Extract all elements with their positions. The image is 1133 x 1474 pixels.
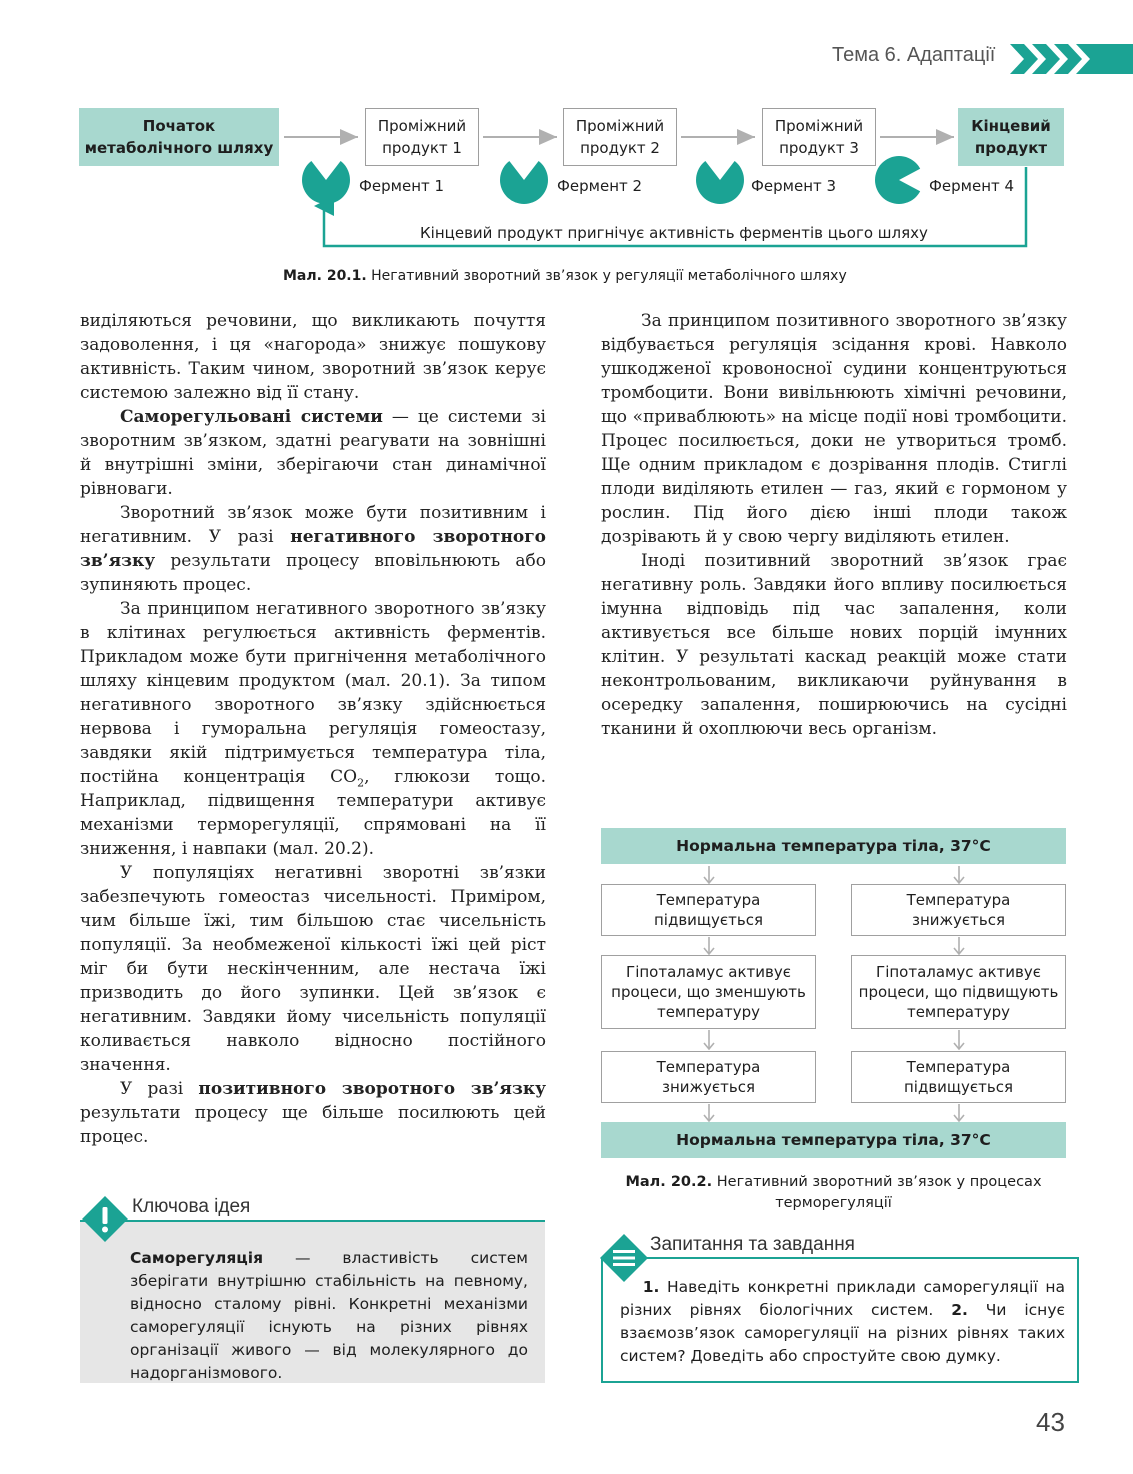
box-text: Температура знижується bbox=[656, 1058, 761, 1096]
key-idea-text bbox=[130, 1247, 528, 1385]
question-text: Чи існує взаємозв’язок саморегуляції на різних рівнях таких систем? Доведіть або спростуйте свою думку. bbox=[620, 1301, 1065, 1365]
intermediate-product-2 bbox=[563, 108, 677, 166]
term-negative-feedback: негативного зворотного зв’язку bbox=[80, 527, 546, 571]
enzyme-3-label: Фермент 3 bbox=[751, 177, 837, 195]
paragraph-text: результати процесу вповільнюють або зупиняють процес. bbox=[80, 551, 546, 595]
figure-2-caption bbox=[601, 1172, 1066, 1214]
box-text: Температура знижується bbox=[906, 891, 1011, 929]
key-idea-rule bbox=[80, 1220, 545, 1222]
enzyme-4-label: Фермент 4 bbox=[929, 177, 1015, 195]
left-column-text bbox=[80, 309, 546, 1149]
page-number: 43 bbox=[1036, 1407, 1065, 1437]
enzyme-1-icon bbox=[302, 154, 350, 204]
figure-2-caption-text: Негативний зворотний зв’язок у процесах терморегуляції bbox=[712, 1174, 1042, 1211]
enzyme-2-label: Фермент 2 bbox=[557, 177, 643, 195]
right-column-text bbox=[601, 309, 1067, 741]
subscript: 2 bbox=[357, 776, 365, 790]
temp-falls-box bbox=[601, 1051, 816, 1103]
temp-rises-box-right bbox=[851, 1051, 1066, 1103]
term-self-regulation: Саморегуляція bbox=[130, 1249, 264, 1267]
enzyme-2-icon bbox=[500, 154, 548, 204]
feedback-label: Кінцевий продукт пригнічує активність ферментів цього шляху bbox=[420, 224, 928, 242]
temp-rises-box bbox=[601, 884, 816, 936]
intermediate-1-line-2: продукт 1 bbox=[382, 139, 462, 157]
enzyme-3-icon bbox=[696, 154, 744, 204]
start-line-1: Початок bbox=[142, 117, 216, 135]
paragraph bbox=[80, 1077, 546, 1149]
figure-1-caption-number: Мал. 20.1. bbox=[283, 268, 367, 284]
intermediate-3-line-1: Проміжний bbox=[774, 117, 864, 135]
box-text: Температура підвищується bbox=[653, 891, 764, 929]
paragraph bbox=[80, 597, 546, 861]
list-icon bbox=[600, 1234, 648, 1282]
normal-temperature-bottom: Нормальна температура тіла, 37°C bbox=[601, 1122, 1066, 1158]
questions-text bbox=[620, 1276, 1065, 1368]
question-number: 2. bbox=[951, 1301, 968, 1319]
box-text: Гіпоталамус активує процеси, що зменшують температуру bbox=[611, 963, 806, 1021]
figure-2-caption-number: Мал. 20.2. bbox=[625, 1174, 713, 1190]
paragraph-text: За принципом негативного зворотного зв’язку в клітинах регулюється активність ферментів. Прикладом може бути пригнічення метаболічного шляху кінцевим продуктом (мал. 20.1). За типом негативного зворотного зв’язку здійснюється нервова і гуморальна регуляція гомеостазу, завдяки якій підтримується температура тіла, постійна концентрація CO bbox=[80, 599, 546, 787]
hypothalamus-raises-box bbox=[851, 955, 1066, 1029]
hypothalamus-lowers-box bbox=[601, 955, 816, 1029]
paragraph bbox=[80, 501, 546, 597]
key-idea-definition: — властивість систем зберігати внутрішню стабільність на певному, відносно сталому рівні. Конкретні механізми саморегуляції існують на різних рівнях організації живого — від молекулярного до надорганізмового. bbox=[130, 1249, 528, 1382]
intermediate-2-line-1: Проміжний bbox=[575, 117, 665, 135]
intermediate-product-1 bbox=[365, 108, 479, 166]
paragraph: Іноді позитивний зворотний зв’язок грає негативну роль. Завдяки його впливу посилюється імунна відповідь під час запалення, коли активується все більше нових порцій імунних клітин. У результаті каскад реакцій може стати неконтрольованим, викликаючи руйнування в осередку запалення, поширюючись на сусідні тканини й охоплюючи весь організм. bbox=[601, 551, 1067, 739]
term-positive-feedback: позитивного зворотного зв’язку bbox=[198, 1079, 546, 1099]
enzyme-1-label: Фермент 1 bbox=[359, 177, 445, 195]
figure-1-caption-text: Негативний зворотний зв’язок у регуляції метаболічного шляху bbox=[366, 268, 847, 284]
pathway-start-box bbox=[79, 108, 279, 166]
paragraph-text: У разі bbox=[120, 1079, 199, 1099]
exclamation-icon bbox=[82, 1196, 128, 1242]
end-line-2: продукт bbox=[974, 139, 1048, 157]
paragraph: За принципом позитивного зворотного зв’язку відбувається регуляція зсідання крові. Навколо ушкодженої кровоносної судини концентруються тромбоцити. Вони вивільнюють хімічні речовини, що «приваблюють» на місце події нові тромбоцити. Процес посилюється, доки не утвориться тромб. Ще одним прикладом є дозрівання плодів. Стиглі плоди виділяють етилен — газ, який є гормоном у рослин. Під його дією інші плоди також дозрівають й у свою чергу виділяють етилен. bbox=[601, 311, 1067, 547]
box-text: Температура підвищується bbox=[903, 1058, 1014, 1096]
term-self-regulated-systems: Саморегульовані системи bbox=[120, 407, 383, 427]
paragraph-text: , глюкози тощо. Наприклад, підвищення температури активує механізми терморегуляції, спрямовані на її зниження, і навпаки (мал. 20.2). bbox=[80, 767, 546, 859]
paragraph-text: Зворотний зв’язок може бути позитивним і негативним. У разі bbox=[80, 503, 546, 547]
topic-header: Тема 6. Адаптації bbox=[832, 44, 996, 66]
figure-1-caption bbox=[283, 268, 847, 284]
key-idea-title: Ключова ідея bbox=[132, 1196, 251, 1217]
questions-rule bbox=[601, 1257, 1079, 1259]
enzyme-4-icon bbox=[875, 156, 929, 204]
paragraph: У популяціях негативні зворотні зв’язки забезпечують гомеостаз чисельності. Приміром, чим більше їжі, тим більшою стає чисельність популяції. За необмеженої кількості їжі цей ріст міг би бути нескінченним, але нестача їжі призводить до його зупинки. Цей зв’язок є негативним. Завдяки йому чисельність популяції коливається навколо відносно постійного значення. bbox=[80, 863, 546, 1075]
normal-temperature-top: Нормальна температура тіла, 37°C bbox=[601, 828, 1066, 864]
paragraph bbox=[80, 405, 546, 501]
questions-title: Запитання та завдання bbox=[650, 1234, 855, 1255]
intermediate-3-line-2: продукт 3 bbox=[779, 139, 859, 157]
question-text: Наведіть конкретні приклади саморегуляції на різних рівнях біологічних систем. bbox=[620, 1278, 1066, 1319]
end-line-1: Кінцевий bbox=[971, 117, 1051, 135]
temp-falls-box-right bbox=[851, 884, 1066, 936]
intermediate-product-3 bbox=[762, 108, 876, 166]
intermediate-1-line-1: Проміжний bbox=[377, 117, 467, 135]
box-text: Гіпоталамус активує процеси, що підвищують температуру bbox=[858, 963, 1059, 1021]
intermediate-2-line-2: продукт 2 bbox=[580, 139, 660, 157]
paragraph-text: — це системи зі зворотним зв’язком, здатні реагувати на зовнішні й внутрішні зміни, зберігаючи стан динамічної рівноваги. bbox=[80, 407, 546, 499]
question-number: 1. bbox=[642, 1278, 660, 1296]
figure-metabolic-pathway bbox=[0, 0, 1133, 300]
paragraph-text: результати процесу ще більше посилюють цей процес. bbox=[80, 1103, 546, 1147]
pathway-end-box bbox=[958, 108, 1064, 166]
paragraph: виділяються речовини, що викликають почуття задоволення, і ця «нагорода» знижує пошукову активність. Таким чином, зворотний зв’язок керує системою залежно від її стану. bbox=[80, 311, 546, 403]
start-line-2: метаболічного шляху bbox=[84, 139, 274, 157]
